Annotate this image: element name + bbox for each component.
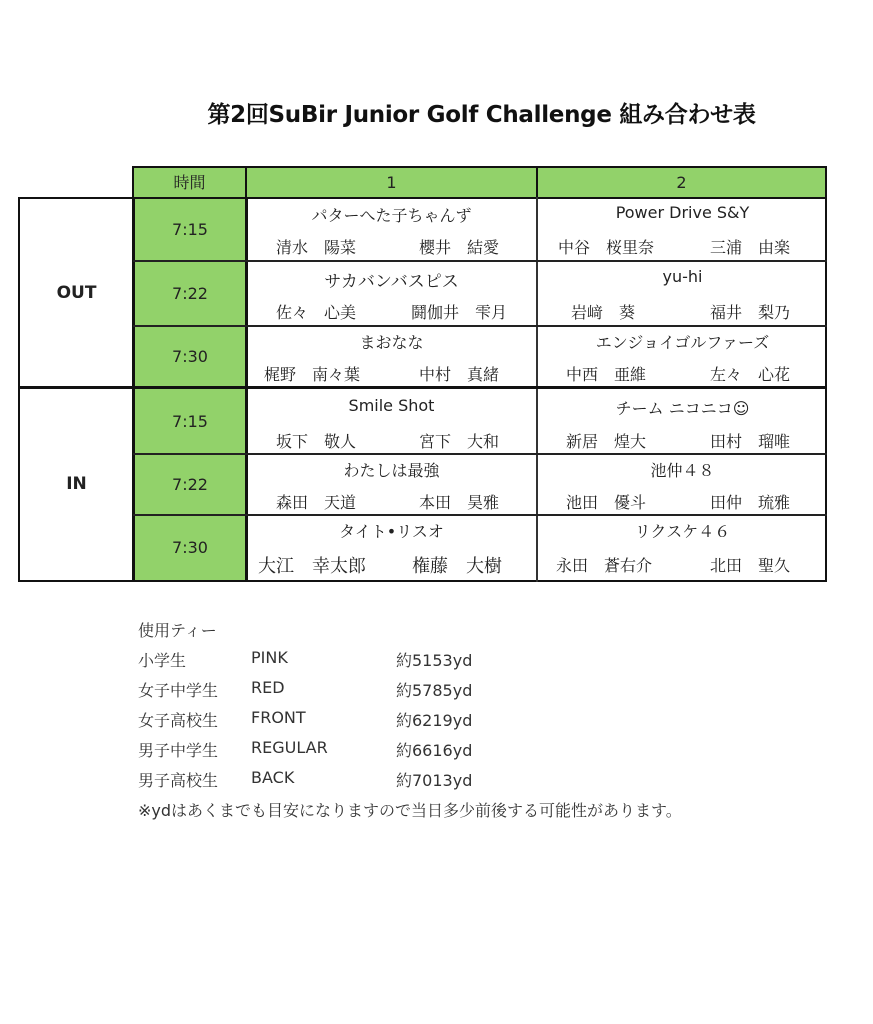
- group-cell: [538, 454, 827, 514]
- team-name: チーム ニコニコ☺: [615, 399, 750, 418]
- group-cell: [538, 199, 827, 260]
- player-name: 中谷 桜里奈: [558, 238, 655, 257]
- player-name: 中村 真緒: [419, 365, 500, 384]
- time-in-2: 7:22: [134, 454, 246, 514]
- group-cell: [538, 261, 827, 325]
- player-name: 新居 煌大: [566, 432, 647, 451]
- header-time: 時間: [132, 166, 247, 199]
- player-name: 三浦 由楽: [710, 238, 791, 257]
- tee-heading: 使用ティー: [138, 621, 217, 640]
- divider: [132, 197, 135, 582]
- player-name: 岩﨑 葵: [571, 303, 636, 322]
- player-name: 権藤 大樹: [412, 556, 502, 577]
- player-name: 池田 優斗: [566, 493, 647, 512]
- player-name: 坂下 敬人: [276, 432, 357, 451]
- tee-name: PINK: [251, 648, 288, 667]
- player-name: 田村 瑠唯: [710, 432, 791, 451]
- tee-grade: 女子中学生: [138, 681, 219, 700]
- group-cell: [247, 199, 536, 260]
- tee-name: FRONT: [251, 708, 306, 727]
- time-in-1: 7:15: [134, 389, 246, 453]
- tee-yardage: 約5153yd: [396, 651, 473, 670]
- tee-name: RED: [251, 678, 285, 697]
- section-label-out: OUT: [56, 283, 97, 303]
- player-name: 北田 聖久: [710, 556, 791, 575]
- player-name: 大江 幸太郎: [258, 556, 366, 577]
- team-name: サカバンバスピス: [324, 272, 459, 292]
- tee-grade: 小学生: [138, 651, 187, 670]
- player-name: 永田 蒼右介: [556, 556, 653, 575]
- group-cell: [538, 389, 827, 453]
- group-cell: [247, 261, 536, 325]
- player-name: 鬪伽井 雫月: [411, 303, 508, 322]
- team-name: Power Drive S&Y: [615, 203, 750, 222]
- player-name: 本田 昊雅: [419, 493, 500, 512]
- team-name: 池仲４８: [650, 461, 715, 480]
- tee-name: BACK: [251, 768, 295, 787]
- tee-yardage: 約7013yd: [396, 771, 473, 790]
- team-name: Smile Shot: [348, 396, 435, 415]
- time-in-3: 7:30: [134, 515, 246, 580]
- tee-yardage: 約6616yd: [396, 741, 473, 760]
- group-cell: [247, 326, 536, 387]
- tee-yardage: 約5785yd: [396, 681, 473, 700]
- team-name: エンジョイゴルファーズ: [595, 333, 770, 352]
- team-name: まおなな: [359, 333, 424, 352]
- player-name: 中西 亜維: [566, 365, 647, 384]
- player-name: 森田 天道: [276, 493, 357, 512]
- time-out-2: 7:22: [134, 261, 246, 325]
- group-cell: [247, 454, 536, 514]
- player-name: 宮下 大和: [419, 432, 500, 451]
- player-name: 佐々 心美: [276, 303, 357, 322]
- header-group-1: 1: [245, 166, 538, 199]
- page-title: 第2回SuBir Junior Golf Challenge 組み合わせ表: [207, 102, 756, 128]
- player-name: 清水 陽菜: [276, 238, 357, 257]
- group-cell: [538, 515, 827, 580]
- time-out-3: 7:30: [134, 326, 246, 387]
- tee-grade: 女子高校生: [138, 711, 219, 730]
- player-name: 櫻井 結愛: [419, 238, 500, 257]
- tee-note: ※ydはあくまでも目安になりますので当日多少前後する可能性があります。: [138, 801, 682, 820]
- team-name: パターへた子ちゃんず: [311, 206, 472, 225]
- team-name: わたしは最強: [343, 461, 440, 480]
- player-name: 梶野 南々葉: [264, 365, 361, 384]
- section-label-in: IN: [66, 474, 87, 494]
- group-cell: [247, 389, 536, 453]
- header-group-2: 2: [536, 166, 827, 199]
- player-name: 福井 梨乃: [710, 303, 791, 322]
- player-name: 田仲 琉雅: [710, 493, 791, 512]
- group-cell: [247, 515, 536, 580]
- team-name: リクスケ４６: [634, 522, 731, 541]
- team-name: yu-hi: [662, 267, 703, 286]
- tee-grade: 男子高校生: [138, 771, 219, 790]
- team-name: タイト•リスオ: [339, 522, 444, 541]
- time-out-1: 7:15: [134, 199, 246, 260]
- group-cell: [538, 326, 827, 387]
- player-name: 左々 心花: [710, 365, 791, 384]
- tee-name: REGULAR: [251, 738, 328, 757]
- tee-grade: 男子中学生: [138, 741, 219, 760]
- tee-yardage: 約6219yd: [396, 711, 473, 730]
